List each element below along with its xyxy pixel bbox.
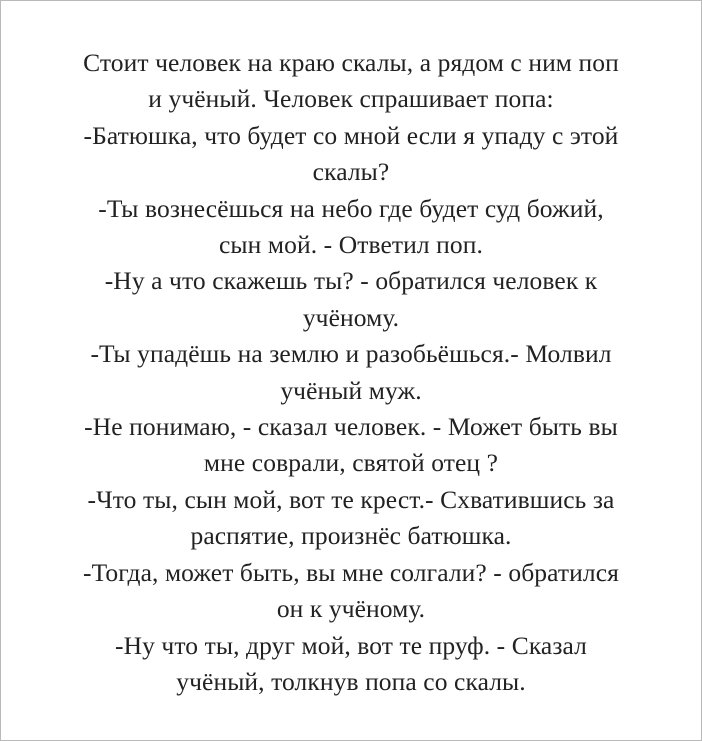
story-line: скалы? xyxy=(312,157,390,187)
story-line: -Ну а что скажешь ты? - обратился человек к xyxy=(104,266,598,296)
story-line: он к учёному. xyxy=(276,594,426,624)
story-line: учёному. xyxy=(302,302,400,332)
story-line: -Ты упадёшь на землю и разобьёшься.- Молвил xyxy=(90,339,612,369)
story-line: -Ну что ты, друг мой, вот те пруф. - Сказал xyxy=(115,630,587,660)
story-line: -Не понимаю, - сказал человек. - Может быть вы xyxy=(84,412,618,442)
story-line: -Батюшка, что будет со мной если я упаду с этой xyxy=(83,120,619,150)
story-line: и учёный. Человек спрашивает попа: xyxy=(148,84,554,114)
story-line: распятие, произнёс батюшка. xyxy=(190,521,512,551)
story-line: учёный муж. xyxy=(280,375,422,405)
story-line: учёный, толкнув попа со скалы. xyxy=(176,666,526,696)
story-line: -Тогда, может быть, вы мне солгали? - обратился xyxy=(83,557,619,587)
story-line: -Ты вознесёшься на небо где будет суд божий, xyxy=(98,193,604,223)
story-line: Стоит человек на краю скалы, а рядом с ним поп xyxy=(83,48,619,77)
story-line: -Что ты, сын мой, вот те крест.- Схватившись за xyxy=(87,484,615,514)
story-text xyxy=(15,45,687,700)
story-line: мне соврали, святой отец ? xyxy=(203,448,499,478)
story-line: сын мой. - Ответил поп. xyxy=(219,230,483,260)
